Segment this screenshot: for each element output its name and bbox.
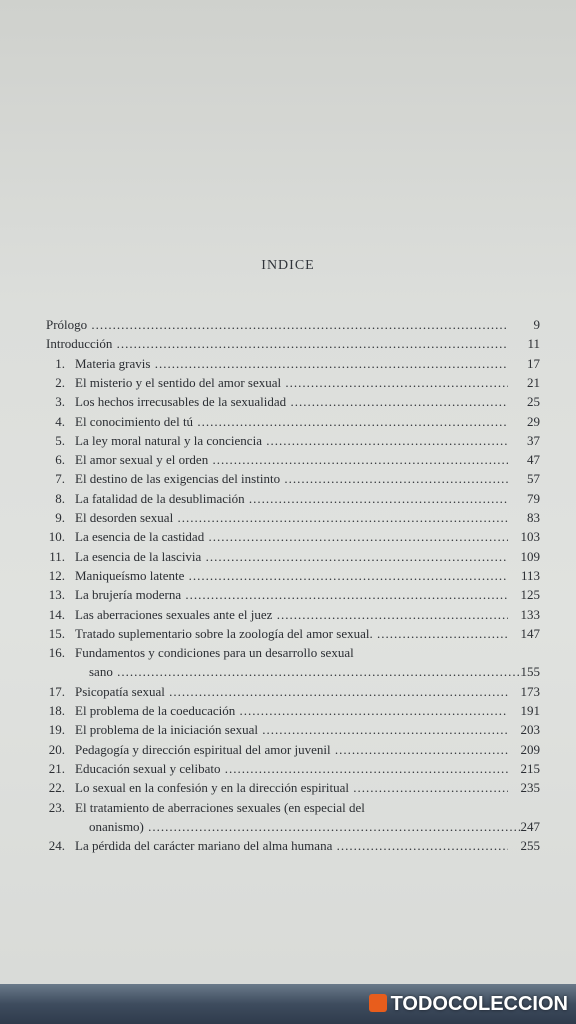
toc-entry [0,760,576,778]
entry-page-number: 173 [520,683,540,699]
entry-title: Educación sexual y celibato ..... [75,760,508,778]
entry-number: 15. [48,625,65,641]
watermark-text: TODOCOLECCION [390,993,568,1015]
entry-title: La pérdida del carácter mariano del alma humana ..... [75,837,508,855]
entry-number: 2. [55,374,65,390]
entry-number: 3. [55,394,65,410]
entry-number: 10. [48,529,65,545]
entry-number: 16. [48,645,65,661]
toc-entry [0,779,576,797]
entry-page-number: 147 [520,625,540,641]
entry-title: El conocimiento del tú ..... [75,413,508,431]
entry-page-number: 133 [520,606,540,622]
entry-page-number: 255 [520,838,540,854]
entry-title: Maniqueísmo latente ..... [75,567,508,585]
toc-entry [0,335,576,353]
entry-title: El problema de la iniciación sexual ..... [75,721,508,739]
entry-page-number: 191 [520,703,540,718]
entry-page-number: 247 [520,818,540,834]
entry-title: El tratamiento de aberraciones sexuales (en especial del [75,799,365,815]
entry-page-number: 109 [520,548,540,564]
entry-page-number: 17 [527,355,540,371]
toc-entry [0,586,576,604]
toc-entry [0,606,576,624]
entry-title: Tratado suplementario sobre la zoología del amor sexual. ..... [75,625,508,643]
entry-page-number: 235 [520,780,540,796]
entry-number: 8. [55,490,65,506]
toc-entry-continuation [0,663,576,681]
entry-number: 9. [55,510,65,525]
index-heading: INDICE [261,258,315,273]
entry-number: 18. [48,703,65,718]
entry-number: 13. [48,587,65,603]
entry-number: 7. [55,471,65,487]
toc-entry [0,393,576,411]
entry-number: 12. [48,567,65,583]
toc-entry [0,702,576,720]
toc-entry [0,509,576,527]
toc-entry [0,316,576,334]
entry-number: 6. [55,452,65,468]
entry-number: 1. [55,355,65,371]
entry-page-number: 57 [527,471,540,487]
entry-title-continuation: sano ..... [75,663,522,681]
entry-title: Lo sexual en la confesión y en la dirección espiritual ..... [75,779,508,797]
entry-number: 14. [48,606,65,622]
entry-title: La brujería moderna ..... [75,586,508,604]
toc-entry [0,528,576,546]
entry-page-number: 103 [520,529,540,545]
toc-entry [0,470,576,488]
entry-number: 23. [48,799,65,815]
entry-page-number: 113 [520,567,540,583]
entry-title: La esencia de la castidad ..... [75,528,508,546]
entry-page-number: 79 [527,490,540,506]
toc-entry [0,432,576,450]
entry-title: Materia gravis ..... [75,355,508,373]
toc-entry [0,567,576,585]
toc-entry-continuation [0,818,576,836]
entry-title: Fundamentos y condiciones para un desarrollo sexual [75,645,354,661]
entry-number: 21. [48,760,65,776]
footer-band [0,984,576,1024]
entry-title: Psicopatía sexual ..... [75,683,508,701]
entry-number: 11. [49,548,65,564]
entry-page-number: 25 [527,394,540,410]
toc-entry [0,413,576,431]
todocoleccion-watermark [369,993,568,1016]
entry-title: El misterio y el sentido del amor sexual ..... [75,374,508,392]
toc-entry [0,355,576,373]
entry-title: La ley moral natural y la conciencia ..... [75,432,508,450]
entry-number: 24. [48,838,65,854]
entry-page-number: 29 [527,413,540,429]
entry-title-continuation: onanismo) ..... [75,818,522,836]
entry-title: La fatalidad de la desublimación ..... [75,490,508,508]
entry-page-number: 21 [527,374,540,390]
entry-page-number: 83 [527,510,540,525]
entry-title: Prólogo ..... [46,316,508,334]
entry-page-number: 125 [520,587,540,603]
entry-page-number: 203 [520,722,540,738]
entry-title: El amor sexual y el orden ..... [75,451,508,469]
entry-title: El problema de la coeducación ..... [75,702,508,720]
toc-entry [0,721,576,739]
toc-entry [0,683,576,701]
toc-entry [0,741,576,759]
entry-title: Las aberraciones sexuales ante el juez ..... [75,606,508,624]
entry-title: El destino de las exigencias del instinto ..... [75,470,508,488]
toc-entry [0,451,576,469]
entry-number: 19. [48,722,65,738]
entry-page-number: 9 [533,317,540,332]
toc-entry [0,374,576,392]
entry-page-number: 37 [527,432,540,448]
todocoleccion-logo-icon [369,994,387,1012]
entry-title: La esencia de la lascivia ..... [75,548,508,566]
toc-entry [0,644,576,662]
entry-page-number: 215 [520,760,540,776]
entry-page-number: 155 [520,664,540,680]
toc-entry [0,548,576,566]
toc-entry [0,625,576,643]
entry-page-number: 11 [527,336,540,352]
entry-title: Introducción ..... [46,335,508,353]
entry-page-number: 47 [527,452,540,468]
entry-number: 17. [48,683,65,699]
entry-number: 20. [48,741,65,757]
entry-number: 22. [48,780,65,796]
entry-title: Los hechos irrecusables de la sexualidad ..... [75,393,508,411]
toc-entry [0,799,576,817]
toc-entry [0,490,576,508]
entry-number: 5. [55,432,65,448]
entry-title: Pedagogía y dirección espiritual del amor juvenil ..... [75,741,508,759]
entry-title: El desorden sexual ..... [75,509,508,527]
entry-number: 4. [55,413,65,429]
entry-page-number: 209 [520,741,540,757]
toc-entry [0,837,576,855]
